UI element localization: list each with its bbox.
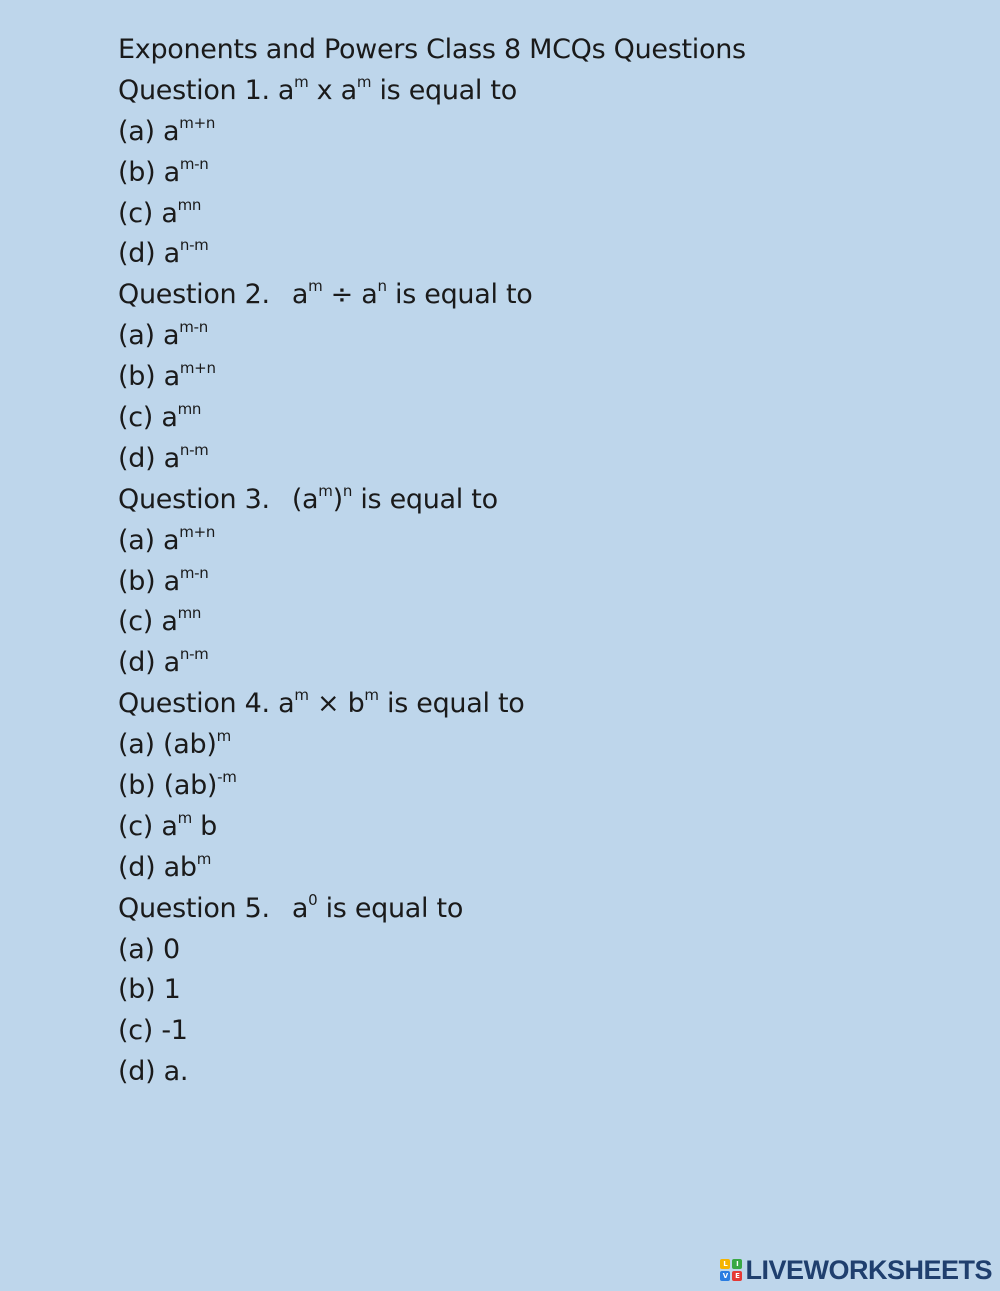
question-label: Question 2.: [118, 279, 270, 311]
option-exponent: m: [177, 808, 192, 827]
option-key: (d): [118, 647, 156, 679]
brand-logo-icon: [720, 1259, 742, 1281]
answer-option: [118, 930, 938, 971]
option-base: (ab): [163, 729, 217, 761]
answer-option: [118, 234, 938, 275]
option-base: (ab): [163, 770, 218, 802]
option-exponent: m+n: [179, 113, 216, 132]
answer-option: [118, 316, 938, 357]
stem-base-2: a: [340, 74, 357, 106]
answer-option: [118, 602, 938, 643]
answer-option: [118, 1052, 938, 1093]
stem-exp-2: n: [342, 481, 353, 500]
option-base: a: [161, 197, 178, 229]
option-base: a: [163, 565, 180, 597]
question-stem: [118, 71, 938, 112]
option-exponent: m: [216, 727, 231, 746]
option-base: a: [163, 115, 180, 147]
option-base: a.: [163, 1056, 189, 1088]
stem-tail: is equal to: [378, 688, 525, 720]
option-base: a: [163, 524, 180, 556]
stem-exp-2: m: [364, 686, 379, 705]
stem-base-1: (a: [291, 483, 319, 515]
stem-operator: ×: [308, 688, 348, 720]
option-key: (d): [118, 851, 156, 883]
option-base: a: [161, 606, 178, 638]
brand-logo-tile: E: [732, 1271, 742, 1281]
option-base: ab: [163, 851, 197, 883]
stem-tail: is equal to: [352, 483, 498, 515]
stem-exp-1: m: [294, 686, 309, 705]
option-key: (d): [118, 1056, 156, 1088]
option-base: a: [163, 238, 180, 270]
option-key: (a): [118, 933, 155, 965]
option-base: a: [163, 361, 180, 393]
answer-option: [118, 357, 938, 398]
answer-option: [118, 848, 938, 889]
option-key: (b): [118, 974, 156, 1006]
brand-text: LIVEWORKSHEETS: [745, 1254, 992, 1285]
option-key: (a): [118, 320, 155, 352]
option-key: (a): [118, 524, 155, 556]
option-exponent: mn: [177, 604, 202, 623]
brand-logo-tile: I: [732, 1259, 742, 1269]
option-exponent: n-m: [179, 440, 209, 459]
stem-operator: x: [308, 74, 341, 106]
option-key: (c): [118, 402, 154, 434]
stem-base-1: a: [291, 279, 309, 311]
stem-base-1: a: [277, 74, 295, 106]
answer-option: [118, 970, 938, 1011]
answer-option: [118, 153, 938, 194]
answer-option: [118, 766, 938, 807]
option-key: (a): [118, 729, 155, 761]
option-exponent: m: [196, 849, 212, 868]
option-exponent: m-n: [179, 563, 209, 582]
answer-option: [118, 112, 938, 153]
option-base: a: [163, 647, 180, 679]
option-base: a: [163, 156, 180, 188]
stem-base-2: b: [347, 688, 365, 720]
option-base: a: [163, 320, 180, 352]
stem-exp-1: m: [308, 277, 323, 296]
option-exponent: m-n: [179, 154, 209, 173]
option-base: a: [163, 442, 180, 474]
question-label: Question 4.: [118, 688, 270, 720]
option-key: (c): [118, 1015, 154, 1047]
answer-option: [118, 725, 938, 766]
stem-exp-1: 0: [308, 890, 318, 909]
brand-logo-tile: L: [720, 1259, 730, 1269]
answer-option: [118, 807, 938, 848]
stem-operator: ): [332, 483, 343, 515]
question-stem: [118, 889, 938, 930]
stem-base-1: a: [278, 688, 295, 720]
brand-logo-tile: V: [720, 1271, 730, 1281]
question-list: [118, 71, 938, 1093]
stem-operator: ÷: [322, 279, 362, 311]
stem-exp-1: m: [294, 72, 309, 91]
stem-exp-2: m: [356, 72, 372, 91]
option-exponent: m+n: [179, 359, 216, 378]
answer-option: [118, 194, 938, 235]
stem-tail: is equal to: [386, 279, 533, 311]
stem-exp-1: m: [318, 481, 333, 500]
answer-option: [118, 521, 938, 562]
answer-option: [118, 398, 938, 439]
worksheet: [118, 30, 938, 1093]
option-exponent: m-n: [179, 318, 208, 337]
option-base: 0: [163, 933, 180, 965]
option-base: a: [161, 402, 178, 434]
option-key: (b): [118, 156, 156, 188]
answer-option: [118, 439, 938, 480]
option-key: (c): [118, 606, 154, 638]
option-base: 1: [163, 974, 181, 1006]
stem-base-2: a: [361, 279, 378, 311]
answer-option: [118, 1011, 938, 1052]
stem-base-1: a: [291, 892, 309, 924]
option-exponent: mn: [177, 400, 202, 419]
option-exponent: -m: [217, 768, 237, 787]
option-tail: b: [191, 810, 217, 842]
option-key: (d): [118, 442, 156, 474]
question-label: Question 3.: [118, 483, 270, 515]
liveworksheets-logo: [720, 1255, 992, 1285]
option-key: (c): [118, 197, 154, 229]
page-title: Exponents and Powers Class 8 MCQs Questions: [118, 34, 746, 65]
stem-tail: is equal to: [371, 74, 517, 106]
option-key: (b): [118, 770, 156, 802]
option-exponent: n-m: [179, 236, 209, 255]
option-key: (a): [118, 115, 155, 147]
stem-exp-2: n: [377, 277, 387, 296]
question-label: Question 1.: [118, 74, 270, 106]
option-base: a: [161, 810, 178, 842]
option-exponent: mn: [177, 195, 202, 214]
stem-tail: is equal to: [317, 892, 464, 924]
question-label: Question 5.: [118, 892, 270, 924]
option-key: (c): [118, 810, 154, 842]
option-exponent: m+n: [179, 522, 216, 541]
answer-option: [118, 562, 938, 603]
option-key: (d): [118, 238, 156, 270]
option-key: (b): [118, 565, 156, 597]
question-stem: [118, 480, 938, 521]
option-exponent: n-m: [179, 645, 209, 664]
question-stem: [118, 684, 938, 725]
answer-option: [118, 643, 938, 684]
option-base: -1: [161, 1015, 188, 1047]
question-stem: [118, 275, 938, 316]
option-key: (b): [118, 361, 156, 393]
